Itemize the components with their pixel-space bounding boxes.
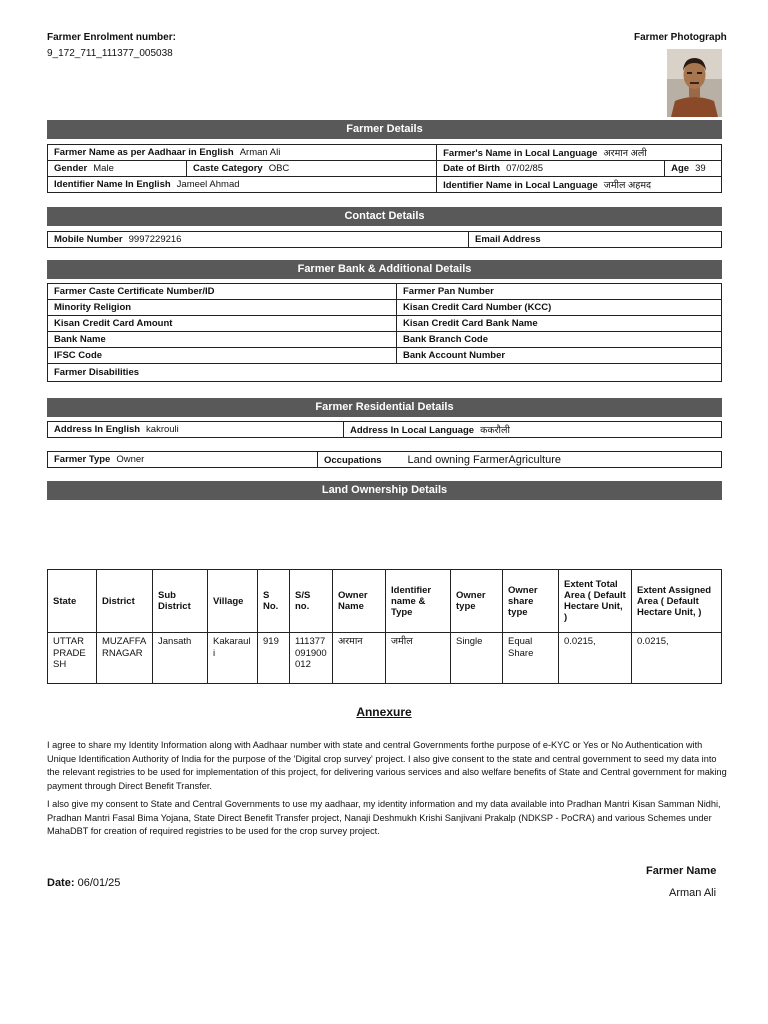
farmer-type-label: Farmer Type	[54, 454, 111, 465]
farmer-photo	[667, 49, 722, 117]
occupations-cell	[318, 452, 722, 468]
disabilities-cell	[48, 364, 722, 382]
cell-ss-no: 111377091900012	[290, 633, 333, 684]
mobile-label: Mobile Number	[54, 234, 123, 245]
bank-details-table	[47, 283, 722, 382]
cell-assigned-area: 0.0215,	[632, 633, 722, 684]
col-total-area: Extent Total Area ( Default Hectare Unit, )	[559, 570, 632, 633]
kcc-number-label: Kisan Credit Card Number (KCC)	[403, 302, 552, 313]
occupations-value: Land owning FarmerAgriculture	[407, 453, 562, 466]
email-cell	[469, 232, 722, 248]
farmer-name-local-label: Farmer's Name in Local Language	[443, 148, 598, 159]
caste-cell	[187, 161, 437, 177]
kcc-bank-label: Kisan Credit Card Bank Name	[403, 318, 538, 329]
identifier-en-label: Identifier Name In English	[54, 179, 171, 190]
annexure-paragraph-2: I also give my consent to State and Central Governments to use my aadhaar, my identity information and my data available into Pradhan Mantri Kisan Samman Nidhi, Pradhan Mantri Fasal Bima Yojana, State Direct Benefit Transfer project, Nanaji Deshmukh Krishi Sanjivani Prakalp (NDKSP - PoCRA) and various Schemes under MahaDBT for creation of required registries to be used for the crop survey project.	[47, 799, 721, 836]
farmer-details-table	[47, 144, 722, 193]
branch-code-label: Bank Branch Code	[403, 334, 488, 345]
ifsc-label: IFSC Code	[54, 350, 103, 361]
land-table-header-row	[48, 570, 722, 633]
caste-cert-cell	[48, 284, 397, 300]
enrolment-number-value: 9_172_711_111377_005038	[47, 48, 173, 59]
caste-label: Caste Category	[193, 163, 263, 174]
age-label: Age	[671, 163, 690, 174]
farmer-name-signature-label: Farmer Name	[646, 865, 717, 877]
cell-village: Kakarauli	[208, 633, 258, 684]
farmer-type-value: Owner	[116, 454, 145, 465]
address-local-cell	[344, 422, 722, 438]
cell-share-type: Equal Share	[503, 633, 559, 684]
cell-district: MUZAFFARNAGAR	[97, 633, 153, 684]
col-identifier: Identifier name & Type	[386, 570, 451, 633]
photo-label: Farmer Photograph	[634, 32, 727, 43]
col-sub-district: Sub District	[153, 570, 208, 633]
farmer-details-header: Farmer Details	[47, 120, 722, 139]
occupation-table	[47, 451, 722, 468]
gender-label: Gender	[54, 163, 88, 174]
dob-label: Date of Birth	[443, 163, 501, 174]
identifier-en-value: Jameel Ahmad	[176, 179, 240, 190]
col-share-type: Owner share type	[503, 570, 559, 633]
ifsc-cell	[48, 348, 397, 364]
gender-cell	[48, 161, 187, 177]
col-assigned-area: Extent Assigned Area ( Default Hectare Unit, )	[632, 570, 722, 633]
identifier-local-value: जमील अहमद	[603, 180, 652, 191]
account-label: Bank Account Number	[403, 350, 506, 361]
date-value: 06/01/25	[77, 877, 121, 889]
annexure-paragraph-1: I agree to share my Identity Information along with Aadhaar number with state and central Governments forthe purpose of e-KYC or Yes or No Authentication with Unique Identification Authority of India for the purpose of the 'Digital crop survey' project. I also give consent to the state and central government to seed my data into the relevant registries to be used for implementation of this project, for delivering various services and also welfare benefits of State and Central government for making payment through Direct Benefit Transfer.	[47, 740, 727, 791]
identifier-local-label: Identifier Name in Local Language	[443, 180, 598, 191]
minority-cell	[48, 300, 397, 316]
bank-name-cell	[48, 332, 397, 348]
farmer-name-signature-value: Arman Ali	[669, 887, 717, 899]
farmer-name-local-value: अरमान अली	[603, 148, 647, 159]
address-table	[47, 421, 722, 438]
annexure-title: Annexure	[356, 705, 412, 719]
contact-details-table	[47, 231, 722, 248]
farmer-name-en-value: Arman Ali	[239, 147, 281, 158]
identifier-local-cell	[437, 177, 722, 193]
enrolment-number-label: Farmer Enrolment number:	[47, 32, 176, 43]
col-s-no: S No.	[258, 570, 290, 633]
kcc-bank-cell	[397, 316, 722, 332]
dob-cell	[437, 161, 665, 177]
kcc-amount-cell	[48, 316, 397, 332]
residential-details-header: Farmer Residential Details	[47, 398, 722, 417]
cell-owner-name: अरमान	[333, 633, 386, 684]
cell-total-area: 0.0215,	[559, 633, 632, 684]
address-local-label: Address In Local Language	[350, 425, 475, 436]
col-state: State	[48, 570, 97, 633]
farmer-name-en-label: Farmer Name as per Aadhaar in English	[54, 147, 234, 158]
land-ownership-header: Land Ownership Details	[47, 481, 722, 500]
dob-value: 07/02/85	[506, 163, 544, 174]
col-owner-type: Owner type	[451, 570, 503, 633]
age-cell	[665, 161, 722, 177]
col-ss-no: S/S no.	[290, 570, 333, 633]
contact-details-header: Contact Details	[47, 207, 722, 226]
caste-cert-label: Farmer Caste Certificate Number/ID	[54, 286, 215, 297]
account-cell	[397, 348, 722, 364]
bank-name-label: Bank Name	[54, 334, 106, 345]
col-village: Village	[208, 570, 258, 633]
table-row	[48, 633, 722, 684]
cell-identifier: जमील	[386, 633, 451, 684]
pan-label: Farmer Pan Number	[403, 286, 494, 297]
mobile-cell	[48, 232, 469, 248]
farmer-name-local-cell	[437, 145, 722, 161]
age-value: 39	[695, 163, 706, 174]
address-en-value: kakrouli	[146, 424, 179, 435]
kcc-number-cell	[397, 300, 722, 316]
cell-sub-district: Jansath	[153, 633, 208, 684]
col-district: District	[97, 570, 153, 633]
cell-s-no: 919	[258, 633, 290, 684]
date	[47, 877, 120, 889]
caste-value: OBC	[268, 163, 290, 174]
pan-cell	[397, 284, 722, 300]
farmer-type-cell	[48, 452, 318, 468]
email-label: Email Address	[475, 234, 541, 245]
minority-label: Minority Religion	[54, 302, 132, 313]
kcc-amount-label: Kisan Credit Card Amount	[54, 318, 173, 329]
date-label: Date:	[47, 877, 75, 889]
land-ownership-table	[47, 569, 722, 684]
col-owner-name: Owner Name	[333, 570, 386, 633]
disabilities-label: Farmer Disabilities	[54, 367, 140, 378]
address-en-cell	[48, 422, 344, 438]
mobile-value: 9997229216	[128, 234, 182, 245]
farmer-name-en-cell	[48, 145, 437, 161]
address-local-value: ककरौली	[480, 425, 510, 436]
gender-value: Male	[93, 163, 114, 174]
cell-state: UTTAR PRADESH	[48, 633, 97, 684]
address-en-label: Address In English	[54, 424, 141, 435]
identifier-en-cell	[48, 177, 437, 193]
branch-code-cell	[397, 332, 722, 348]
occupations-label: Occupations	[324, 454, 382, 466]
bank-details-header: Farmer Bank & Additional Details	[47, 260, 722, 279]
cell-owner-type: Single	[451, 633, 503, 684]
